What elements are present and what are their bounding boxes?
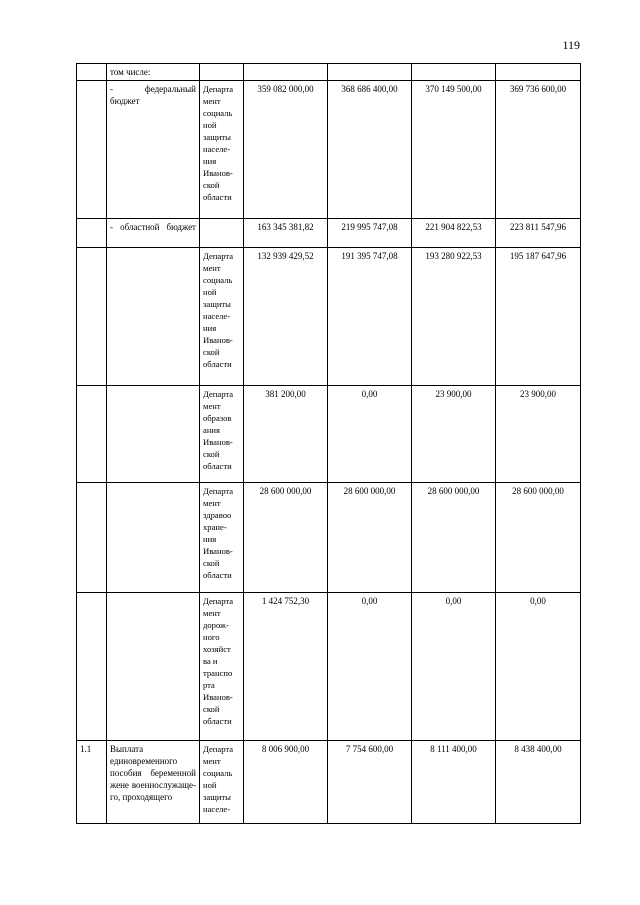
executor-line: Иванов-	[203, 437, 233, 447]
amount-cell: 163 345 381,82	[244, 219, 328, 248]
amount-cell: 8 111 400,00	[412, 741, 496, 824]
row-number-cell	[77, 248, 107, 386]
executor-line: области	[203, 570, 232, 580]
executor-line: хозяйст	[203, 644, 231, 654]
row-number-cell	[77, 593, 107, 741]
executor-line: ской	[203, 449, 220, 459]
executor-line: Департа	[203, 389, 234, 399]
amount-cell: 23 900,00	[496, 386, 581, 483]
row-number-cell	[77, 219, 107, 248]
executor-line: здравоо	[203, 510, 232, 520]
amount-cell: 8 438 400,00	[496, 741, 581, 824]
table-row	[77, 64, 581, 81]
table-row	[77, 593, 581, 741]
indicator-name-cell	[107, 248, 200, 386]
table-row	[77, 248, 581, 386]
amount-cell: 7 754 600,00	[328, 741, 412, 824]
row-number-cell	[77, 81, 107, 219]
executor-line: транспо	[203, 668, 233, 678]
executor-cell	[200, 248, 244, 386]
executor-line: области	[203, 359, 232, 369]
row-number-cell	[77, 64, 107, 81]
amount-cell: 0,00	[328, 386, 412, 483]
amount-cell: 0,00	[496, 593, 581, 741]
amount-cell: 370 149 500,00	[412, 81, 496, 219]
executor-line: ния	[203, 323, 217, 333]
table-row	[77, 741, 581, 824]
indicator-name-cell	[107, 593, 200, 741]
indicator-name-cell: - областной бюджет	[107, 219, 200, 248]
executor-line: мент	[203, 608, 221, 618]
budget-table-body	[77, 64, 581, 824]
executor-line: социаль	[203, 108, 233, 118]
executor-line: Иванов-	[203, 546, 233, 556]
executor-cell	[200, 219, 244, 248]
table-row	[77, 386, 581, 483]
amount-cell: 223 811 547,96	[496, 219, 581, 248]
executor-line: области	[203, 461, 232, 471]
indicator-name-cell: - федеральный бюджет	[107, 81, 200, 219]
page-number: 119	[562, 38, 580, 52]
table-row	[77, 483, 581, 593]
executor-line: Департа	[203, 596, 234, 606]
indicator-name-cell: том числе:	[107, 64, 200, 81]
row-number-cell: 1.1	[77, 741, 107, 824]
amount-cell: 28 600 000,00	[328, 483, 412, 593]
executor-line: Иванов-	[203, 168, 233, 178]
executor-line: Департа	[203, 84, 234, 94]
executor-line: Департа	[203, 251, 234, 261]
amount-cell: 0,00	[412, 593, 496, 741]
executor-line: мент	[203, 96, 221, 106]
executor-line: ской	[203, 347, 220, 357]
amount-cell	[328, 64, 412, 81]
executor-line: Иванов-	[203, 692, 233, 702]
executor-line: области	[203, 716, 232, 726]
executor-line: ской	[203, 180, 220, 190]
executor-line: Департа	[203, 486, 234, 496]
amount-cell: 23 900,00	[412, 386, 496, 483]
executor-line: ной	[203, 287, 217, 297]
executor-line: ного	[203, 632, 220, 642]
amount-cell: 0,00	[328, 593, 412, 741]
amount-cell: 369 736 600,00	[496, 81, 581, 219]
amount-cell: 1 424 752,30	[244, 593, 328, 741]
amount-cell: 28 600 000,00	[412, 483, 496, 593]
amount-cell: 359 082 000,00	[244, 81, 328, 219]
indicator-name-cell	[107, 386, 200, 483]
executor-line: ной	[203, 780, 217, 790]
executor-line: рта	[203, 680, 215, 690]
executor-line: хране-	[203, 522, 227, 532]
executor-line: населе-	[203, 311, 231, 321]
executor-line: ания	[203, 425, 220, 435]
amount-cell: 219 995 747,08	[328, 219, 412, 248]
table-row	[77, 81, 581, 219]
executor-line: населе-	[203, 804, 231, 814]
amount-cell: 28 600 000,00	[496, 483, 581, 593]
executor-line: Иванов-	[203, 335, 233, 345]
executor-line: ской	[203, 558, 220, 568]
row-number-cell	[77, 386, 107, 483]
amount-cell: 28 600 000,00	[244, 483, 328, 593]
amount-cell: 132 939 429,52	[244, 248, 328, 386]
executor-line: ния	[203, 156, 217, 166]
amount-cell	[244, 64, 328, 81]
executor-line: социаль	[203, 275, 233, 285]
budget-table	[76, 63, 581, 824]
executor-line: защиты	[203, 299, 231, 309]
indicator-name-cell	[107, 483, 200, 593]
amount-cell: 368 686 400,00	[328, 81, 412, 219]
amount-cell	[412, 64, 496, 81]
executor-line: дорож-	[203, 620, 229, 630]
executor-line: образов	[203, 413, 232, 423]
amount-cell	[496, 64, 581, 81]
executor-line: ва и	[203, 656, 218, 666]
executor-cell	[200, 593, 244, 741]
row-number-cell	[77, 483, 107, 593]
executor-line: мент	[203, 498, 221, 508]
executor-line: мент	[203, 756, 221, 766]
indicator-name-cell: Выплата единовременного пособия беременной жене военнослужаще-го, проходящего	[107, 741, 200, 824]
executor-cell	[200, 81, 244, 219]
executor-line: мент	[203, 401, 221, 411]
executor-cell	[200, 386, 244, 483]
executor-line: ной	[203, 120, 217, 130]
executor-line: защиты	[203, 792, 231, 802]
executor-line: социаль	[203, 768, 233, 778]
executor-line: Департа	[203, 744, 234, 754]
amount-cell: 191 395 747,08	[328, 248, 412, 386]
executor-cell	[200, 741, 244, 824]
amount-cell: 195 187 647,96	[496, 248, 581, 386]
amount-cell: 8 006 900,00	[244, 741, 328, 824]
executor-cell	[200, 483, 244, 593]
amount-cell: 381 200,00	[244, 386, 328, 483]
table-row	[77, 219, 581, 248]
executor-line: ния	[203, 534, 217, 544]
executor-line: населе-	[203, 144, 231, 154]
executor-cell	[200, 64, 244, 81]
amount-cell: 193 280 922,53	[412, 248, 496, 386]
amount-cell: 221 904 822,53	[412, 219, 496, 248]
executor-line: области	[203, 192, 232, 202]
executor-line: мент	[203, 263, 221, 273]
executor-line: защиты	[203, 132, 231, 142]
executor-line: ской	[203, 704, 220, 714]
